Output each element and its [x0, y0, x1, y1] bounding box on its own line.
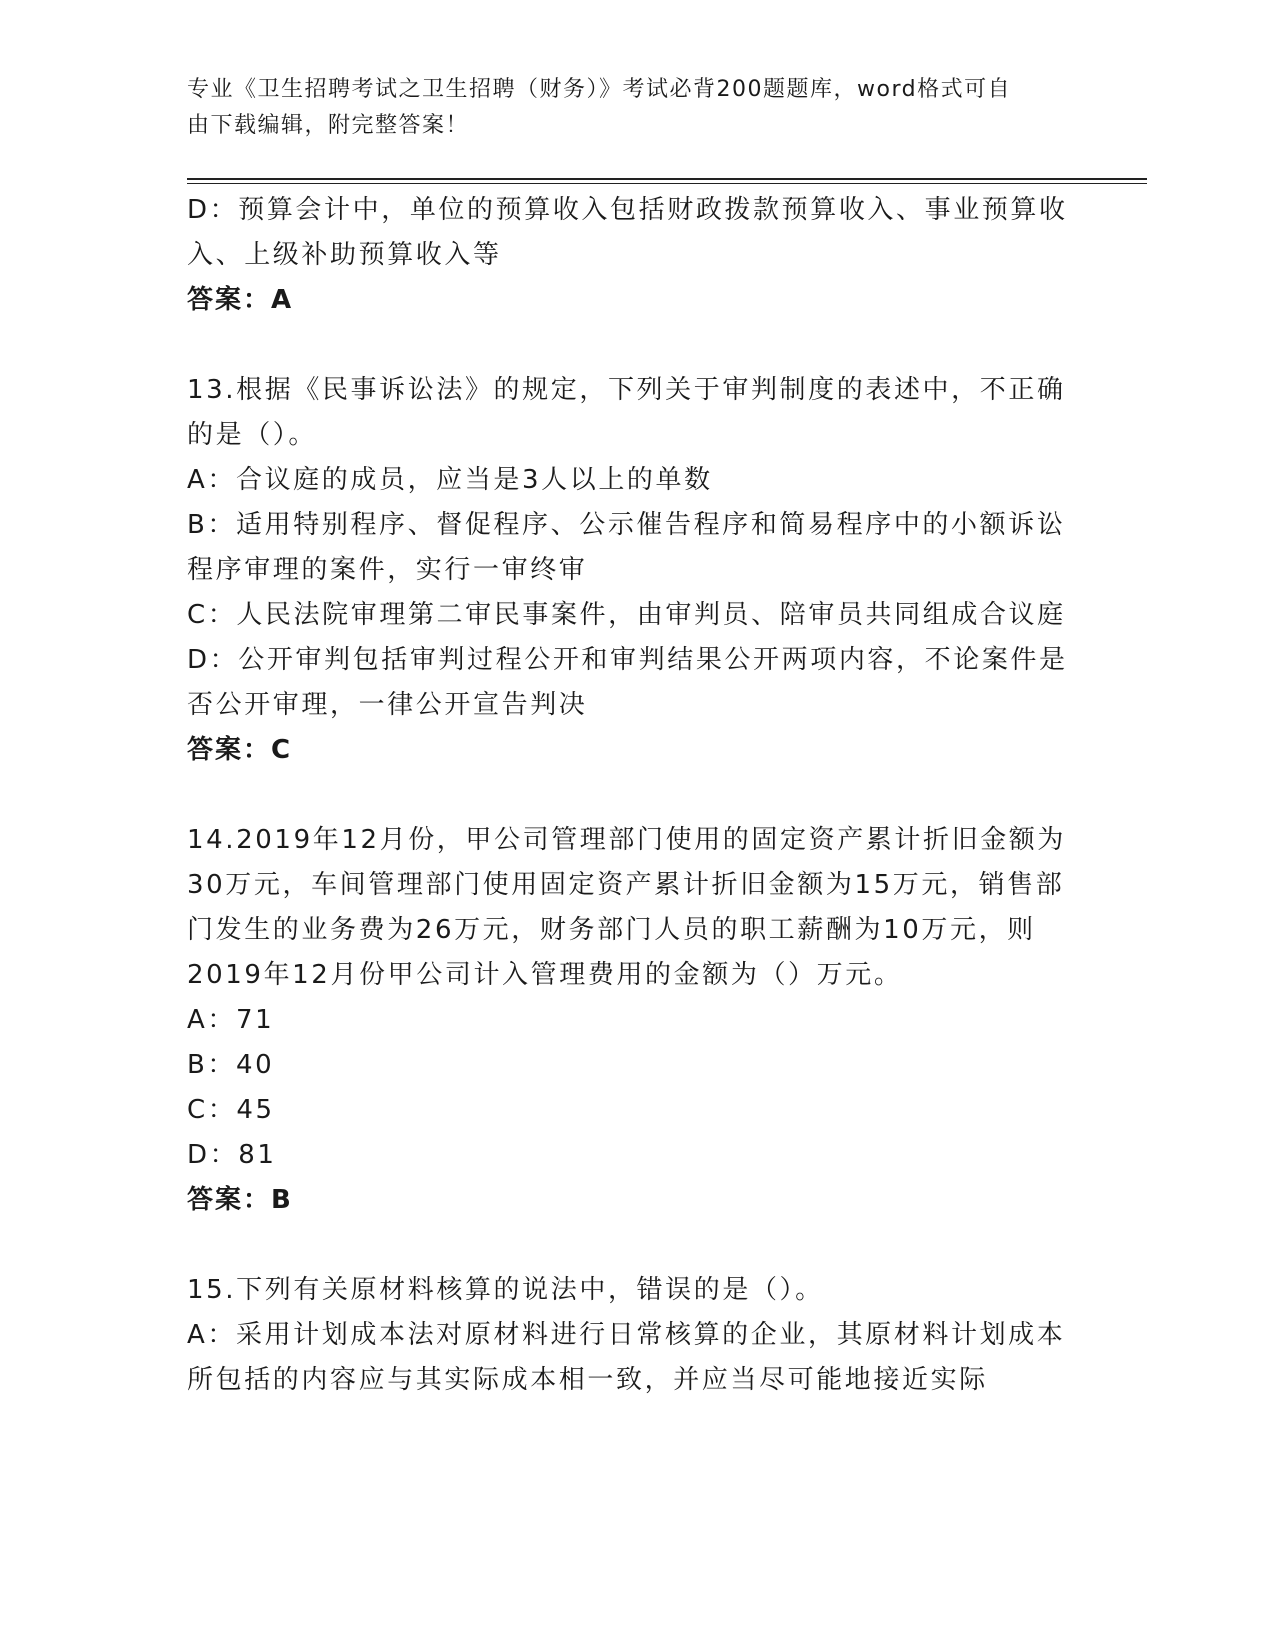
option-d-line: 入、上级补助预算收入等 [187, 240, 502, 270]
option-d-line: D：预算会计中，单位的预算收入包括财政拨款预算收入、事业预算收 [187, 195, 1068, 225]
question-stem-line: 14.2019年12月份，甲公司管理部门使用的固定资产累计折旧金额为 [187, 825, 1067, 855]
option-b-line: 程序审理的案件，实行一审终审 [187, 555, 588, 585]
document-header [187, 72, 1067, 144]
question-content [187, 188, 1077, 1403]
question-stem-line: 30万元，车间管理部门使用固定资产累计折旧金额为15万元，销售部 [187, 870, 1065, 900]
question-stem-line: 13.根据《民事诉讼法》的规定，下列关于审判制度的表述中，不正确 [187, 375, 1066, 405]
answer-label: 答案：C [187, 735, 293, 765]
option-d-line: D：公开审判包括审判过程公开和审判结果公开两项内容，不论案件是 [187, 645, 1068, 675]
question-stem-line: 的是（）。 [187, 420, 318, 450]
answer-label: 答案：B [187, 1185, 293, 1215]
question-15 [187, 1268, 1077, 1403]
option-c: C：人民法院审理第二审民事案件，由审判员、陪审员共同组成合议庭 [187, 600, 1066, 630]
option-d-line: 否公开审理，一律公开宣告判决 [187, 690, 588, 720]
header-divider-thin [187, 183, 1147, 184]
header-line-1: 专业《卫生招聘考试之卫生招聘（财务）》考试必背200题题库，word格式可自 [187, 77, 1012, 102]
question-stem-line: 15.下列有关原材料核算的说法中，错误的是（）。 [187, 1275, 824, 1305]
question-stem-line: 2019年12月份甲公司计入管理费用的金额为（）万元。 [187, 960, 903, 990]
question-14 [187, 818, 1077, 1223]
option-a: A：71 [187, 1005, 275, 1035]
option-c: C：45 [187, 1095, 275, 1125]
option-a: A：合议庭的成员，应当是3人以上的单数 [187, 465, 713, 495]
option-b-line: B：适用特别程序、督促程序、公示催告程序和简易程序中的小额诉讼 [187, 510, 1066, 540]
option-b: B：40 [187, 1050, 275, 1080]
answer-label: 答案：A [187, 285, 294, 315]
option-d: D：81 [187, 1140, 277, 1170]
option-a-line: 所包括的内容应与其实际成本相一致，并应当尽可能地接近实际 [187, 1365, 988, 1395]
question-13 [187, 368, 1077, 773]
question-12-tail [187, 188, 1077, 323]
question-stem-line: 门发生的业务费为26万元，财务部门人员的职工薪酬为10万元，则 [187, 915, 1036, 945]
header-divider-thick [187, 178, 1147, 180]
option-a-line: A：采用计划成本法对原材料进行日常核算的企业，其原材料计划成本 [187, 1320, 1066, 1350]
header-line-2: 由下载编辑，附完整答案！ [187, 113, 470, 138]
